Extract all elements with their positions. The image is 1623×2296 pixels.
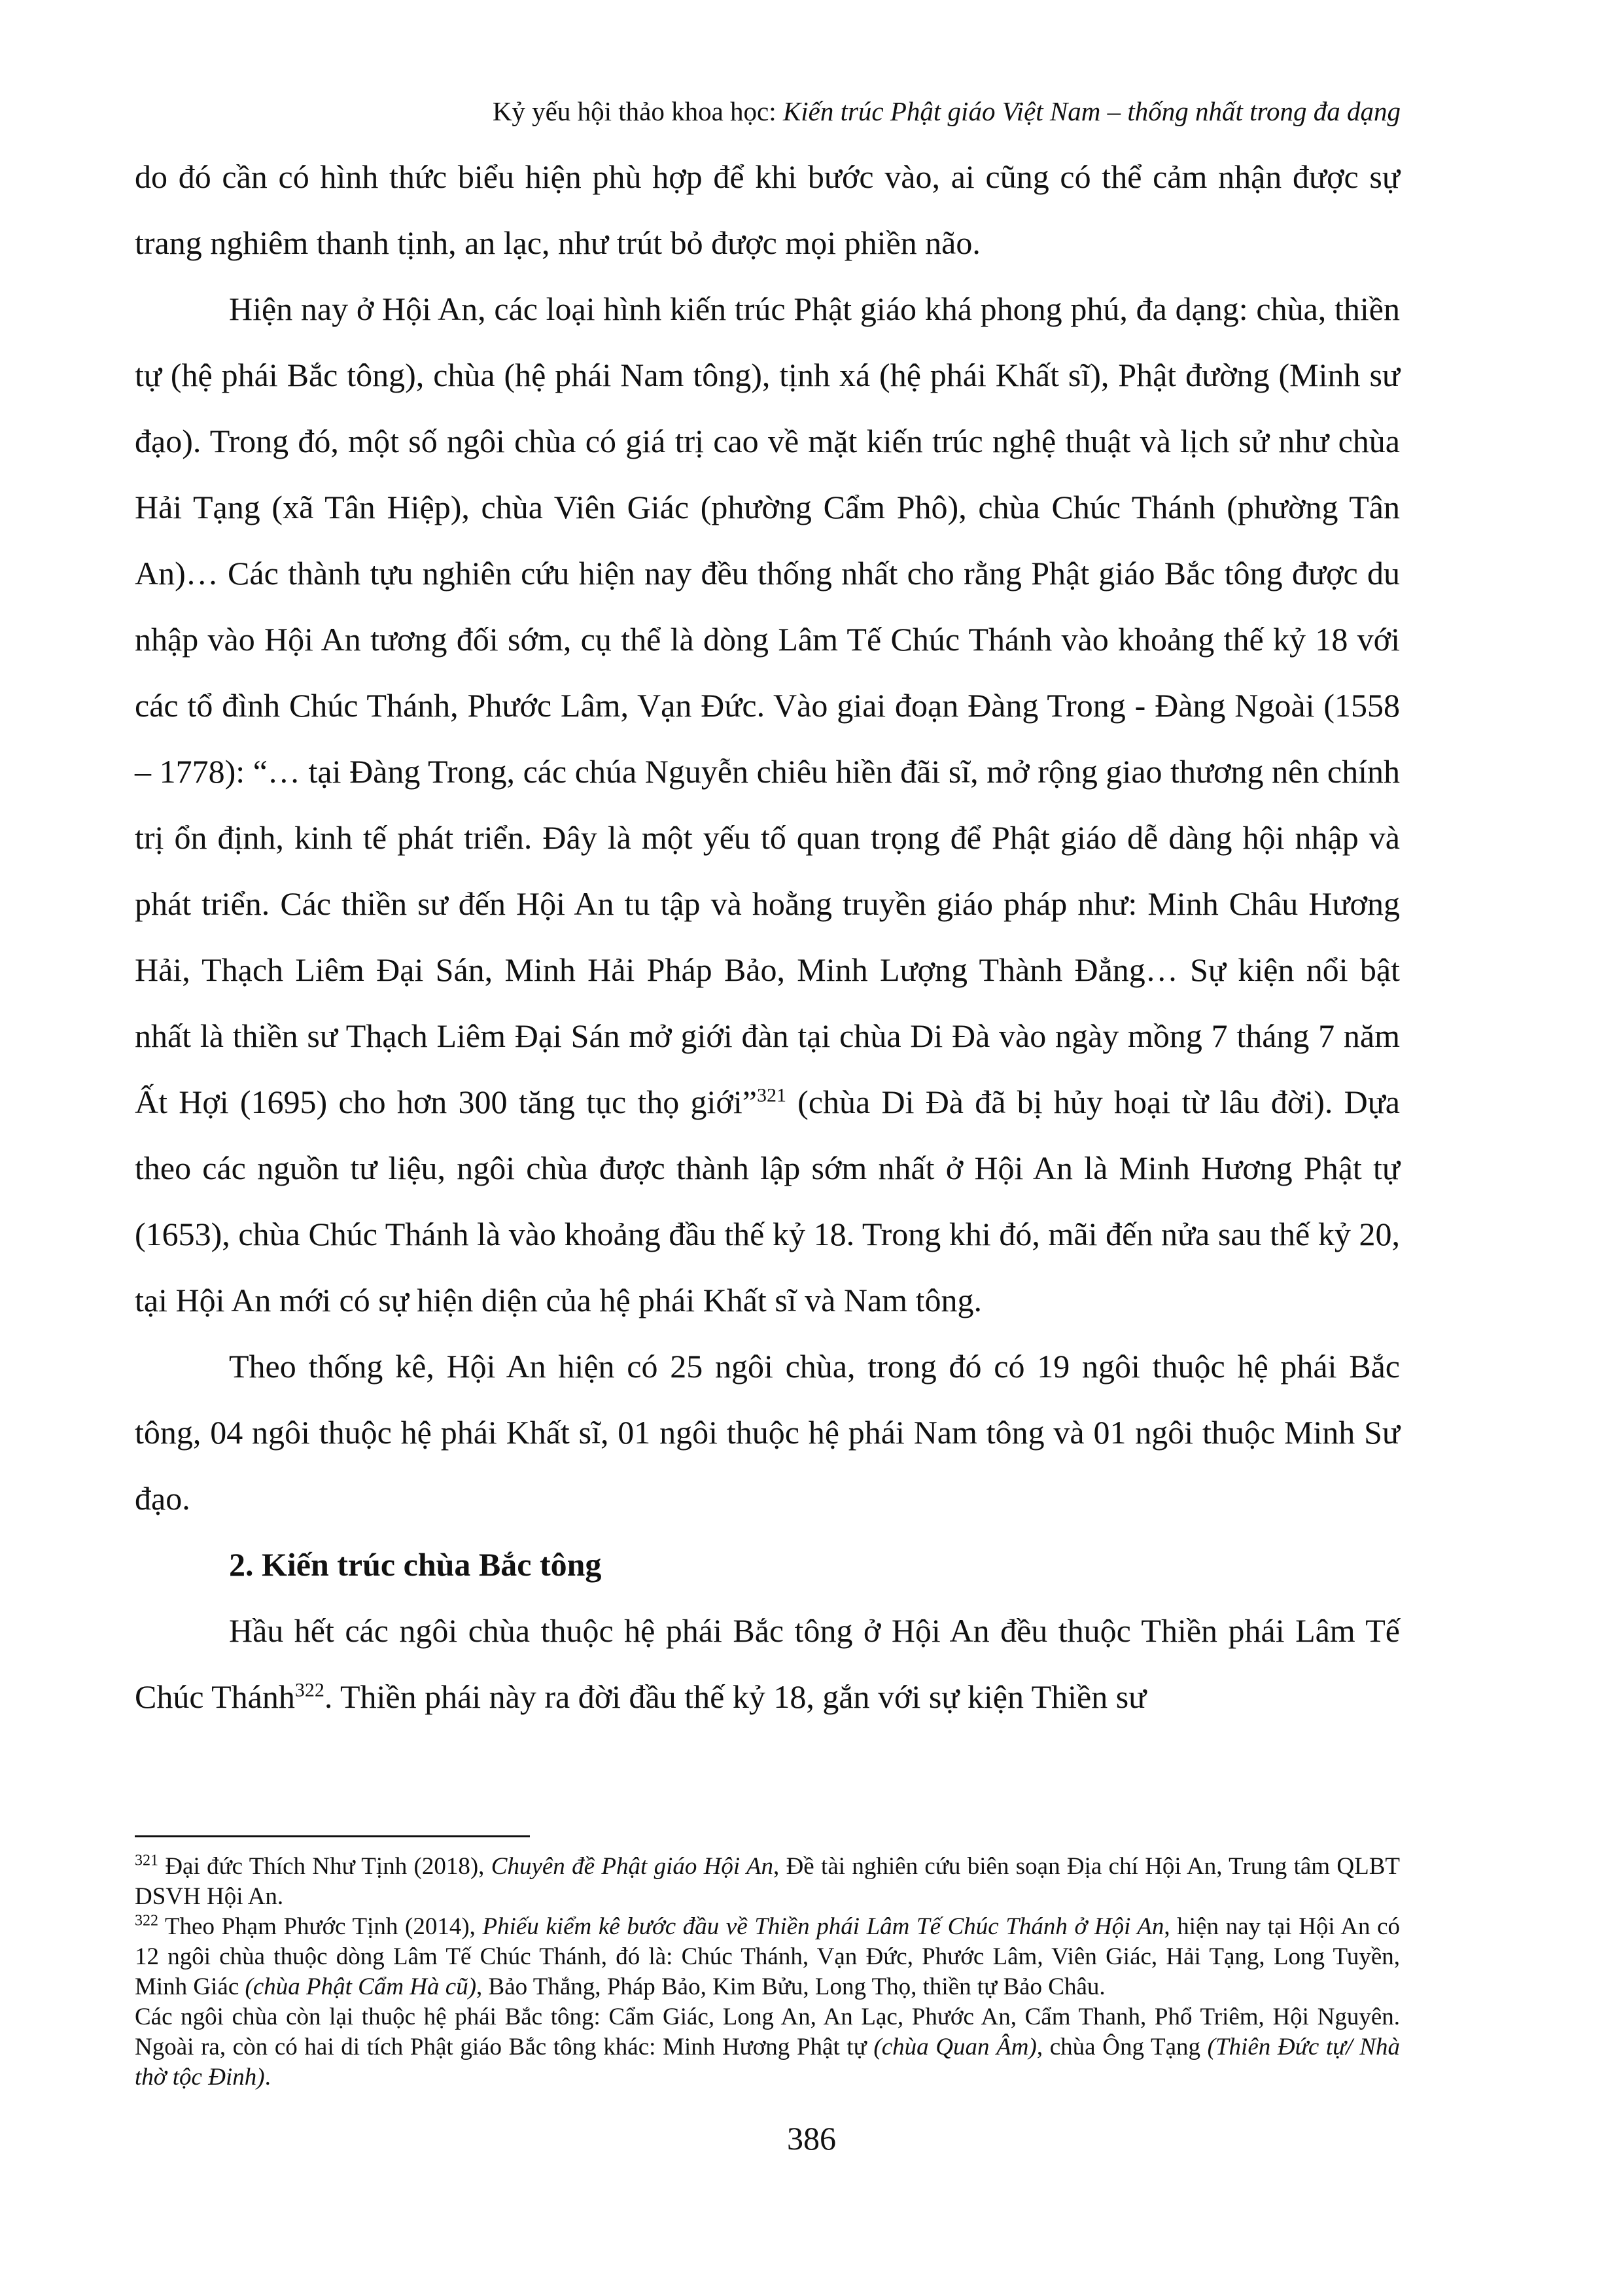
paragraph-4-part-a: Hầu hết các ngôi chùa thuộc hệ phái Bắc tông ở Hội An đều thuộc Thiền phái Lâm Tế Chúc Thánh xyxy=(135,1612,1400,1715)
paragraph-4 xyxy=(135,1598,1400,1730)
footnote-text: , hiện nay tại Hội An có 12 ngôi chùa thuộc dòng Lâm Tế Chúc Thánh, đó là: Chúc Thánh, Vạn Đức, Phước Lâm, Viên Giác, Hải Tạng, Long Tuyền, Minh Giác xyxy=(135,1913,1401,2000)
paragraph-2-part-b: (chùa Di Đà đã bị hủy hoại từ lâu đời). Dựa theo các nguồn tư liệu, ngôi chùa được thành lập sớm nhất ở Hội An là Minh Hương Phật tự (1653), chùa Chúc Thánh là vào khoảng đầu thế kỷ 18. Trong khi đó, mãi đến nửa sau thế kỷ 20, tại Hội An mới có sự hiện diện của hệ phái Khất sĩ và Nam tông. xyxy=(135,1084,1400,1318)
paragraph-4-part-b: . Thiền phái này ra đời đầu thế kỷ 18, gắn với sự kiện Thiền sư xyxy=(324,1678,1147,1715)
footnote-number: 321 xyxy=(135,1852,158,1869)
paragraph-2-part-a: Hiện nay ở Hội An, các loại hình kiến trúc Phật giáo khá phong phú, đa dạng: chùa, thiền tự (hệ phái Bắc tông), chùa (hệ phái Nam tông), tịnh xá (hệ phái Khất sĩ), Phật đường (Minh sư đạo). Trong đó, một số ngôi chùa có giá trị cao về mặt kiến trúc nghệ thuật và lịch sử như chùa Hải Tạng (xã Tân Hiệp), chùa Viên Giác (phường Cẩm Phô), chùa Chúc Thánh (phường Tân An)… Các thành tựu nghiên cứu hiện nay đều thống nhất cho rằng Phật giáo Bắc tông được du nhập vào Hội An tương đối sớm, cụ thể là dòng Lâm Tế Chúc Thánh vào khoảng thế kỷ 18 với các tổ đình Chúc Thánh, Phước Lâm, Vạn Đức. Vào giai đoạn Đàng Trong - Đàng Ngoài (1558 – 1778): “… tại Đàng Trong, các chúa Nguyễn chiêu hiền đãi sĩ, mở rộng giao thương nên chính trị ổn định, kinh tế phát triển. Đây là một yếu tố quan trọng để Phật giáo dễ dàng hội nhập và phát triển. Các thiền sư đến Hội An tu tập và hoằng truyền giáo pháp như: Minh Châu Hương Hải, Thạch Liêm Đại Sán, Minh Hải Pháp Bảo, Minh Lượng Thành Đẳng… Sự kiện nổi bật nhất là thiền sư Thạch Liêm Đại Sán mở giới đàn tại chùa Di Đà vào ngày mồng 7 tháng 7 năm Ất Hợi (1695) cho hơn 300 tăng tục thọ giới” xyxy=(135,291,1400,1120)
body-text xyxy=(135,144,1400,1730)
footnote-title: Chuyên đề Phật giáo Hội An xyxy=(491,1853,773,1880)
footnote-text: Các ngôi chùa còn lại thuộc hệ phái Bắc tông: Cẩm Giác, Long An, An Lạc, Phước An, Cẩm Thanh, Phổ Triêm, Hội Nguyên. Ngoài ra, còn có hai di tích Phật giáo Bắc tông khác: Minh Hương Phật tự xyxy=(135,2004,1400,2060)
paragraph-1: do đó cần có hình thức biểu hiện phù hợp để khi bước vào, ai cũng có thể cảm nhận được sự trang nghiêm thanh tịnh, an lạc, như trút bỏ được mọi phiền não. xyxy=(135,158,1400,261)
footnote-322 xyxy=(135,1912,1400,2002)
footnote-text: , Bảo Thắng, Pháp Bảo, Kim Bửu, Long Thọ, thiền tự Bảo Châu. xyxy=(476,1973,1106,2000)
page-number: 386 xyxy=(787,2120,836,2157)
footnote-ref-322[interactable]: 322 xyxy=(294,1679,324,1701)
section-heading: 2. Kiến trúc chùa Bắc tông xyxy=(229,1546,602,1583)
footnote-text: , Đề tài nghiên cứu biên soạn Địa chí Hội An, Trung tâm QLBT DSVH Hội An. xyxy=(135,1853,1400,1910)
header-prefix: Kỷ yếu hội thảo khoa học: xyxy=(492,96,783,126)
header-title: Kiến trúc Phật giáo Việt Nam – thống nhất trong đa dạng xyxy=(782,96,1401,126)
footnote-italic: (Thiên Đức tự/ Nhà thờ tộc Đinh) xyxy=(135,2034,1400,2091)
footnote-text: Đại đức Thích Như Tịnh (2018), xyxy=(158,1853,491,1880)
paragraph-2 xyxy=(135,276,1400,1333)
running-header xyxy=(493,92,1401,131)
footnote-text: , chùa Ông Tạng xyxy=(1036,2034,1208,2060)
footnote-title: Phiếu kiểm kê bước đầu về Thiền phái Lâm Tế Chúc Thánh ở Hội An xyxy=(482,1913,1164,1940)
footnote-italic: (chùa Phật Cẩm Hà cũ) xyxy=(245,1973,477,2000)
footnote-text: . xyxy=(264,2064,271,2091)
footnotes xyxy=(135,1852,1400,2093)
footnote-ref-321[interactable]: 321 xyxy=(756,1084,786,1106)
footnote-322-continued xyxy=(135,2002,1400,2093)
footnote-italic: (chùa Quan Âm) xyxy=(873,2034,1037,2060)
footnote-divider xyxy=(135,1835,530,1837)
footnote-text: Theo Phạm Phước Tịnh (2014), xyxy=(158,1913,483,1940)
footnote-number: 322 xyxy=(135,1912,158,1930)
footnote-321 xyxy=(135,1852,1400,1912)
paragraph-3: Theo thống kê, Hội An hiện có 25 ngôi chùa, trong đó có 19 ngôi thuộc hệ phái Bắc tông, 04 ngôi thuộc hệ phái Khất sĩ, 01 ngôi thuộc hệ phái Nam tông và 01 ngôi thuộc Minh Sư đạo. xyxy=(135,1348,1400,1517)
